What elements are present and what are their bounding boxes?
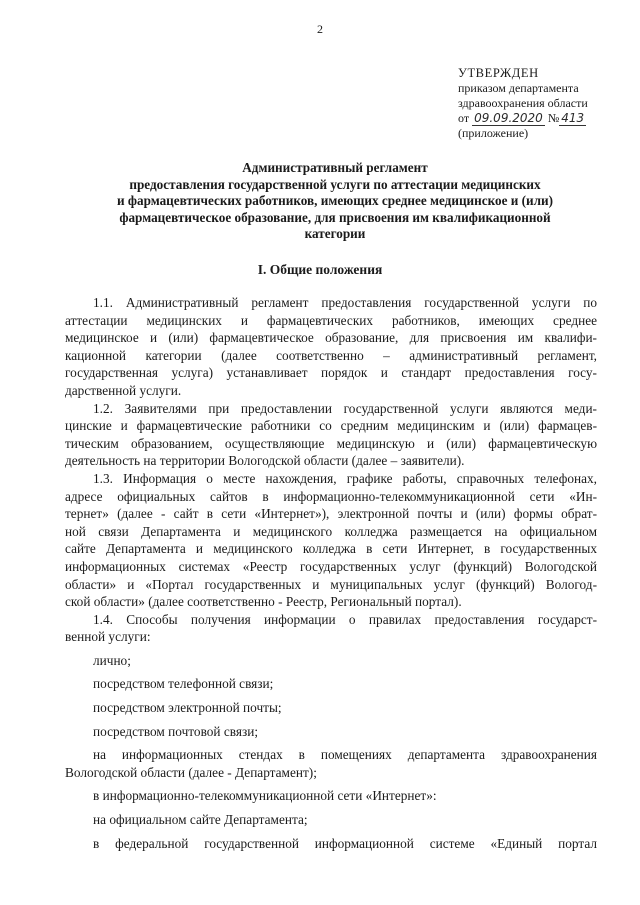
text-line: медицинское и (или) фармацевтическое образование, для присвоения им квалифи- bbox=[65, 330, 597, 346]
list-item: на официальном сайте Департамента; bbox=[93, 812, 308, 828]
approval-line-4: (приложение) bbox=[458, 126, 529, 140]
text-line: ской области» (далее соответственно - Реестр, Региональный портал). bbox=[65, 594, 462, 610]
approval-line-1: приказом департамента bbox=[458, 81, 579, 95]
approval-stamp bbox=[458, 66, 633, 141]
text-line: цинские и фармацевтические работники со средним медицинским и (или) фармацев- bbox=[65, 418, 597, 434]
number-prefix: № bbox=[547, 111, 560, 125]
paragraph-1-3 bbox=[65, 470, 597, 611]
text-line: аттестации медицинских и фармацевтических работников, имеющих среднее bbox=[65, 312, 597, 328]
text-line: кационной категории (далее соответственно – административный регламент, bbox=[65, 347, 597, 363]
section-heading: I. Общие положения bbox=[257, 262, 383, 277]
text-line: венной услуги: bbox=[65, 629, 151, 645]
text-line: области» и «Портал государственных и муниципальных услуг (функций) Вологод- bbox=[65, 576, 597, 592]
text-line: деятельность на территории Вологодской области (далее – заявители). bbox=[65, 453, 465, 469]
body-text bbox=[65, 294, 597, 852]
list-item: в информационно-телекоммуникационной сети «Интернет»: bbox=[93, 788, 437, 804]
list-item: посредством телефонной связи; bbox=[93, 676, 274, 692]
list-item: посредством почтовой связи; bbox=[93, 723, 259, 739]
text-line: государственная услуга) устанавливает порядок и стандарт предоставления госу- bbox=[65, 365, 597, 381]
list-item: посредством электронной почты; bbox=[93, 700, 282, 716]
title-line: категории bbox=[304, 226, 366, 241]
page-number: 2 bbox=[317, 22, 323, 36]
text-line: 1.2. Заявителями при предоставлении государственной услуги являются меди- bbox=[93, 400, 597, 416]
text-line: адресе официальных сайтов в информационно-телекоммуникационной сети «Ин- bbox=[65, 488, 597, 504]
document-title bbox=[70, 160, 600, 243]
text-line: 1.4. Способы получения информации о правилах предоставления государст- bbox=[93, 611, 597, 627]
handwritten-date: 09.09.2020 bbox=[474, 111, 543, 125]
text-line: 1.1. Административный регламент предоставления государственной услуги по bbox=[93, 295, 597, 310]
approval-title: УТВЕРЖДЕН bbox=[458, 66, 539, 80]
handwritten-number: 413 bbox=[561, 111, 585, 125]
paragraph-1-2 bbox=[65, 400, 597, 470]
approval-date-line bbox=[458, 111, 633, 126]
list-item: лично; bbox=[93, 652, 131, 668]
text-line: дарственной услуги. bbox=[65, 382, 182, 398]
text-line: тическим образованием, осуществляющие медицинскую и (или) фармацевтическую bbox=[65, 435, 597, 451]
list-item: на информационных стендах в помещениях департамента здравоохранения bbox=[93, 747, 597, 763]
title-line: и фармацевтических работников, имеющих среднее медицинское и (или) bbox=[116, 193, 554, 208]
text-line: 1.3. Информация о месте нахождения, графике работы, справочных телефонах, bbox=[93, 470, 597, 486]
text-line: информационных системах «Реестр государственных услуг (функций) Вологодской bbox=[65, 558, 597, 574]
text-line: сайте Департамента и медицинского колледжа в сети Интернет, в государственных bbox=[65, 541, 597, 557]
text-line: тернет» (далее - сайт в сети «Интернет»), электронной почты и (или) формы обрат- bbox=[65, 506, 597, 522]
list-item-continued: Вологодской области (далее - Департамент); bbox=[65, 764, 317, 780]
title-line: Административный регламент bbox=[242, 160, 428, 175]
paragraph-1-1 bbox=[65, 294, 597, 400]
paragraph-1-4 bbox=[65, 611, 597, 646]
list-item: в федеральной государственной информационной системе «Единый портал bbox=[93, 835, 597, 851]
title-line: предоставления государственной услуги по аттестации медицинских bbox=[129, 176, 541, 192]
title-line: фармацевтическое образование, для присвоения им квалификационной bbox=[119, 209, 551, 225]
text-line: ной связи Департамента и медицинского колледжа размещается на официальном bbox=[65, 523, 597, 539]
date-prefix: от bbox=[458, 111, 470, 125]
approval-line-2: здравоохранения области bbox=[458, 96, 588, 110]
